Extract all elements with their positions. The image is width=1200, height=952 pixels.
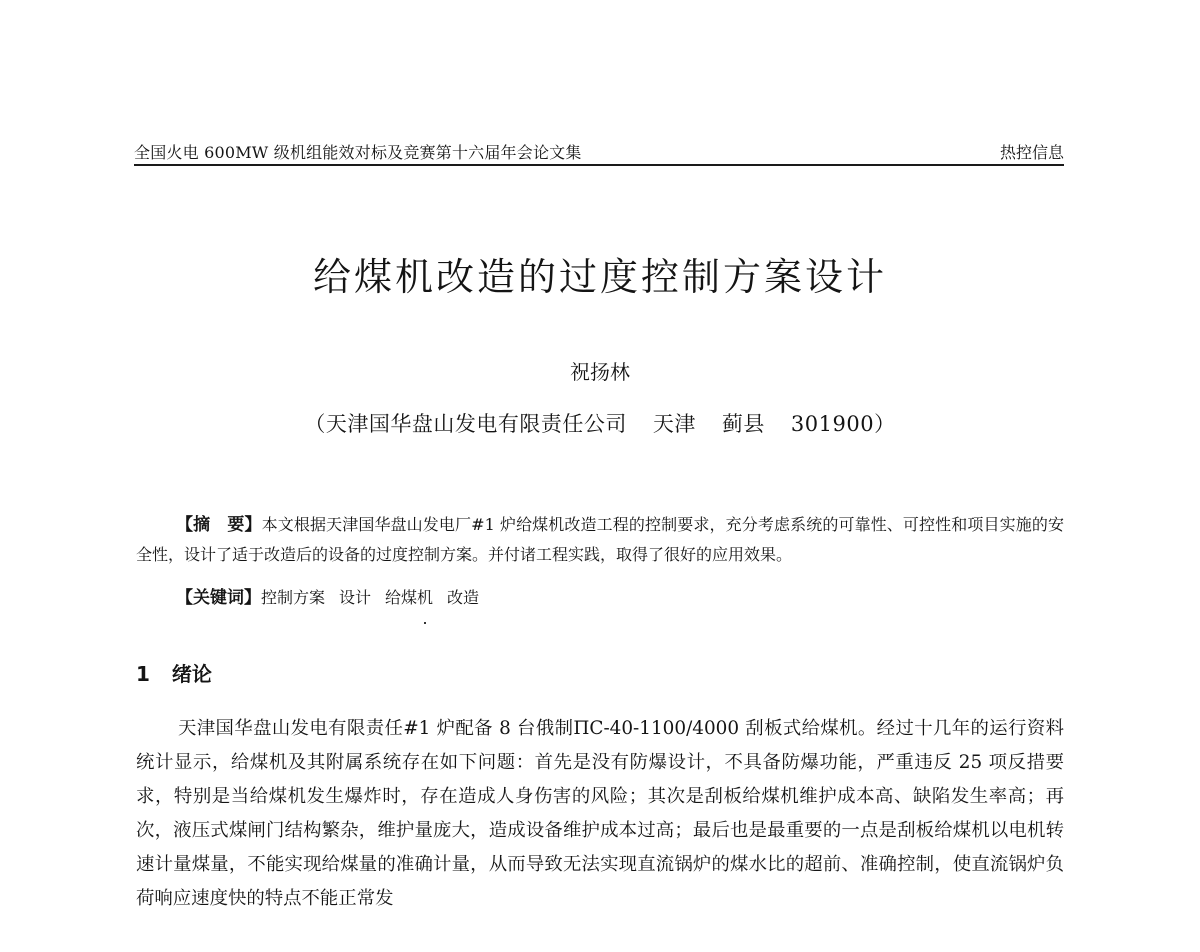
abstract-text: 本文根据天津国华盘山发电厂#1 炉给煤机改造工程的控制要求，充分考虑系统的可靠性、可控性和项目实施的安全性，设计了适于改造后的设备的过度控制方案。并付诸工程实践，取得了很好的应用效果。 [136, 515, 1064, 564]
author-affiliation [0, 408, 1200, 438]
affiliation-postcode: 301900） [790, 412, 896, 436]
keyword-item: 给煤机 [385, 588, 434, 607]
abstract [136, 510, 1064, 570]
keywords-label: 【关键词】 [176, 588, 261, 608]
author-name: 祝扬林 [570, 360, 630, 384]
affiliation-county: 蓟县 [721, 412, 765, 436]
body-paragraph: 天津国华盘山发电有限责任#1 炉配备 8 台俄制ПС-40-1100/4000 刮板式给煤机。经过十几年的运行资料统计显示，给煤机及其附属系统存在如下问题：首先是没有防爆设计，不具备防爆功能，严重违反 25 项反措要求，特别是当给煤机发生爆炸时，存在造成人身伤害的风险；其次是刮板给煤机维护成本高、缺陷发生率高；再次，液压式煤闸门结构繁杂，维护量庞大，造成设备维护成本过高；最后也是最重要的一点是刮板给煤机以电机转速计量煤量，不能实现给煤量的准确计量，从而导致无法实现直流锅炉的煤水比的超前、准确控制，使直流锅炉负荷响应速度快的特点不能正常发 [136, 718, 1064, 909]
paper-title: 给煤机改造的过度控制方案设计 [312, 255, 887, 299]
keyword-item: 改造 [447, 588, 480, 607]
abstract-label: 【摘 要】 [176, 515, 262, 535]
affiliation-org: （天津国华盘山发电有限责任公司 [304, 412, 627, 436]
affiliation-city: 天津 [652, 412, 696, 436]
scan-speck [424, 622, 426, 624]
section-heading [136, 658, 212, 687]
running-header [134, 138, 1064, 166]
keyword-item: 设计 [339, 588, 372, 607]
header-journal-title: 全国火电 600MW 级机组能效对标及竞赛第十六届年会论文集 [134, 143, 582, 162]
section-number: 1 [136, 662, 150, 686]
keyword-item: 控制方案 [261, 588, 326, 607]
section-title: 绪论 [171, 662, 212, 686]
header-column-name: 热控信息 [999, 143, 1064, 162]
keywords [176, 583, 493, 608]
